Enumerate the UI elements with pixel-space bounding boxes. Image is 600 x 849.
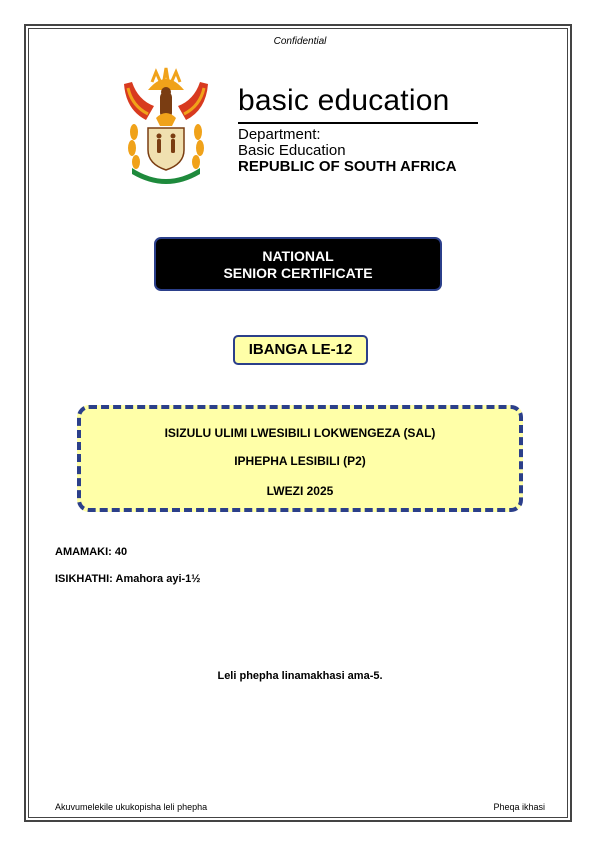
subject-name: ISIZULU ULIMI LWESIBILI LOKWENGEZA (SAL) bbox=[164, 426, 436, 440]
department-name: Basic Education bbox=[238, 142, 346, 159]
grade-badge: IBANGA LE-12 bbox=[233, 335, 368, 365]
copyright-notice: Akuvumelekile ukukopisha leli phepha bbox=[55, 802, 208, 812]
certificate-title-line2: SENIOR CERTIFICATE bbox=[223, 265, 373, 281]
protea-icon bbox=[156, 113, 176, 126]
time-allowed: ISIKHATHI: Amahora ayi-1½ bbox=[55, 573, 201, 585]
turn-page-note: Pheqa ikhasi bbox=[493, 802, 545, 812]
marks-total: AMAMAKI: 40 bbox=[55, 546, 128, 558]
sun-icon bbox=[148, 68, 184, 90]
exam-session: LWEZI 2025 bbox=[266, 484, 334, 498]
paper-number: IPHEPHA LESIBILI (P2) bbox=[234, 454, 366, 468]
confidential-label: Confidential bbox=[273, 36, 327, 47]
brand-underline bbox=[238, 122, 478, 124]
certificate-title-line1: NATIONAL bbox=[262, 248, 334, 264]
page-count-note: Leli phepha linamakhasi ama-5. bbox=[217, 670, 383, 682]
brand-title: basic education bbox=[238, 84, 450, 117]
shield-icon bbox=[148, 128, 184, 170]
coat-of-arms-logo bbox=[118, 62, 214, 186]
department-label: Department: bbox=[238, 126, 321, 143]
subject-box bbox=[77, 405, 523, 512]
country-name: REPUBLIC OF SOUTH AFRICA bbox=[238, 158, 457, 175]
certificate-title-box bbox=[154, 237, 442, 291]
